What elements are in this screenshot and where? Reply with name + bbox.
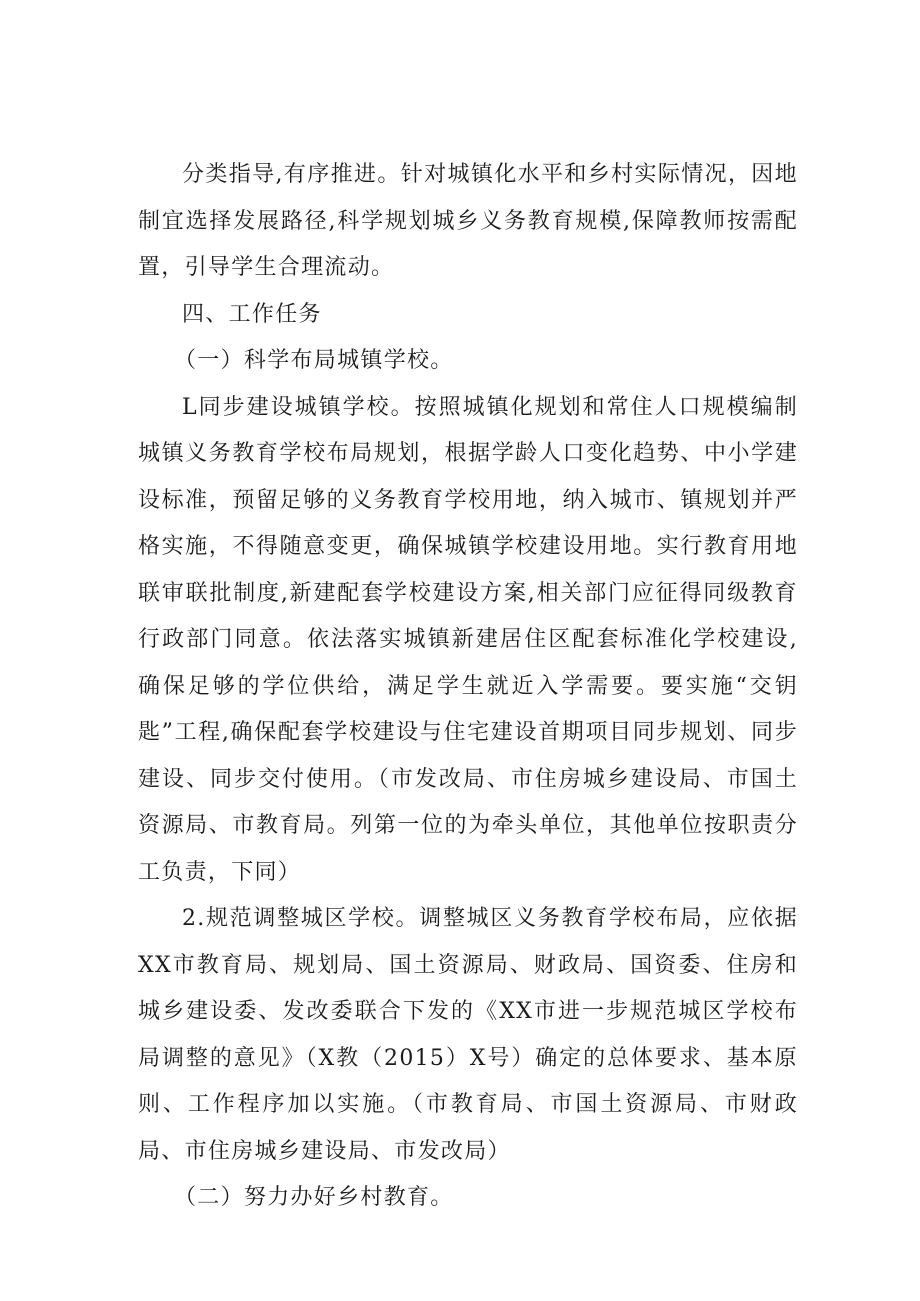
paragraph-item-2: 2.规范调整城区学校。调整城区义务教育学校布局，应依据XX市教育局、规划局、国土资源局、财政局、国资委、住房和城乡建设委、发改委联合下发的《XX市进一步规范城区学校布局调整的意见》（X教（2015）X号）确定的总体要求、基本原则、工作程序加以实施。（市教育局、市国土资源局、市财政局、市住房城乡建设局、市发改局）: [138, 906, 798, 1164]
document-body: [138, 152, 798, 1222]
paragraph-classified-guidance: 分类指导,有序推进。针对城镇化水平和乡村实际情况，因地制宜选择发展路径,科学规划城乡义务教育规模,保障教师按需配置，引导学生合理流动。: [138, 162, 798, 280]
subsection-heading-rural-education: （二）努力办好乡村教育。: [174, 1185, 454, 1210]
section-heading-work-tasks: 四、工作任务: [182, 301, 322, 327]
paragraph-item-1: L同步建设城镇学校。按照城镇化规划和常住人口规模编制城镇义务教育学校布局规划，根据学龄人口变化趋势、中小学建设标准，预留足够的义务教育学校用地，纳入城市、镇规划并严格实施，不得随意变更，确保城镇学校建设用地。实行教育用地联审联批制度,新建配套学校建设方案,相关部门应征得同级教育行政部门同意。依法落实城镇新建居住区配套标准化学校建设,确保足够的学位供给，满足学生就近入学需要。要实施“交钥匙”工程,确保配套学校建设与住宅建设首期项目同步规划、同步建设、同步交付使用。（市发改局、市住房城乡建设局、市国土资源局、市教育局。列第一位的为牵头单位，其他单位按职责分工负责，下同）: [138, 394, 798, 885]
subsection-heading-urban-schools: （一）科学布局城镇学校。: [174, 348, 454, 373]
